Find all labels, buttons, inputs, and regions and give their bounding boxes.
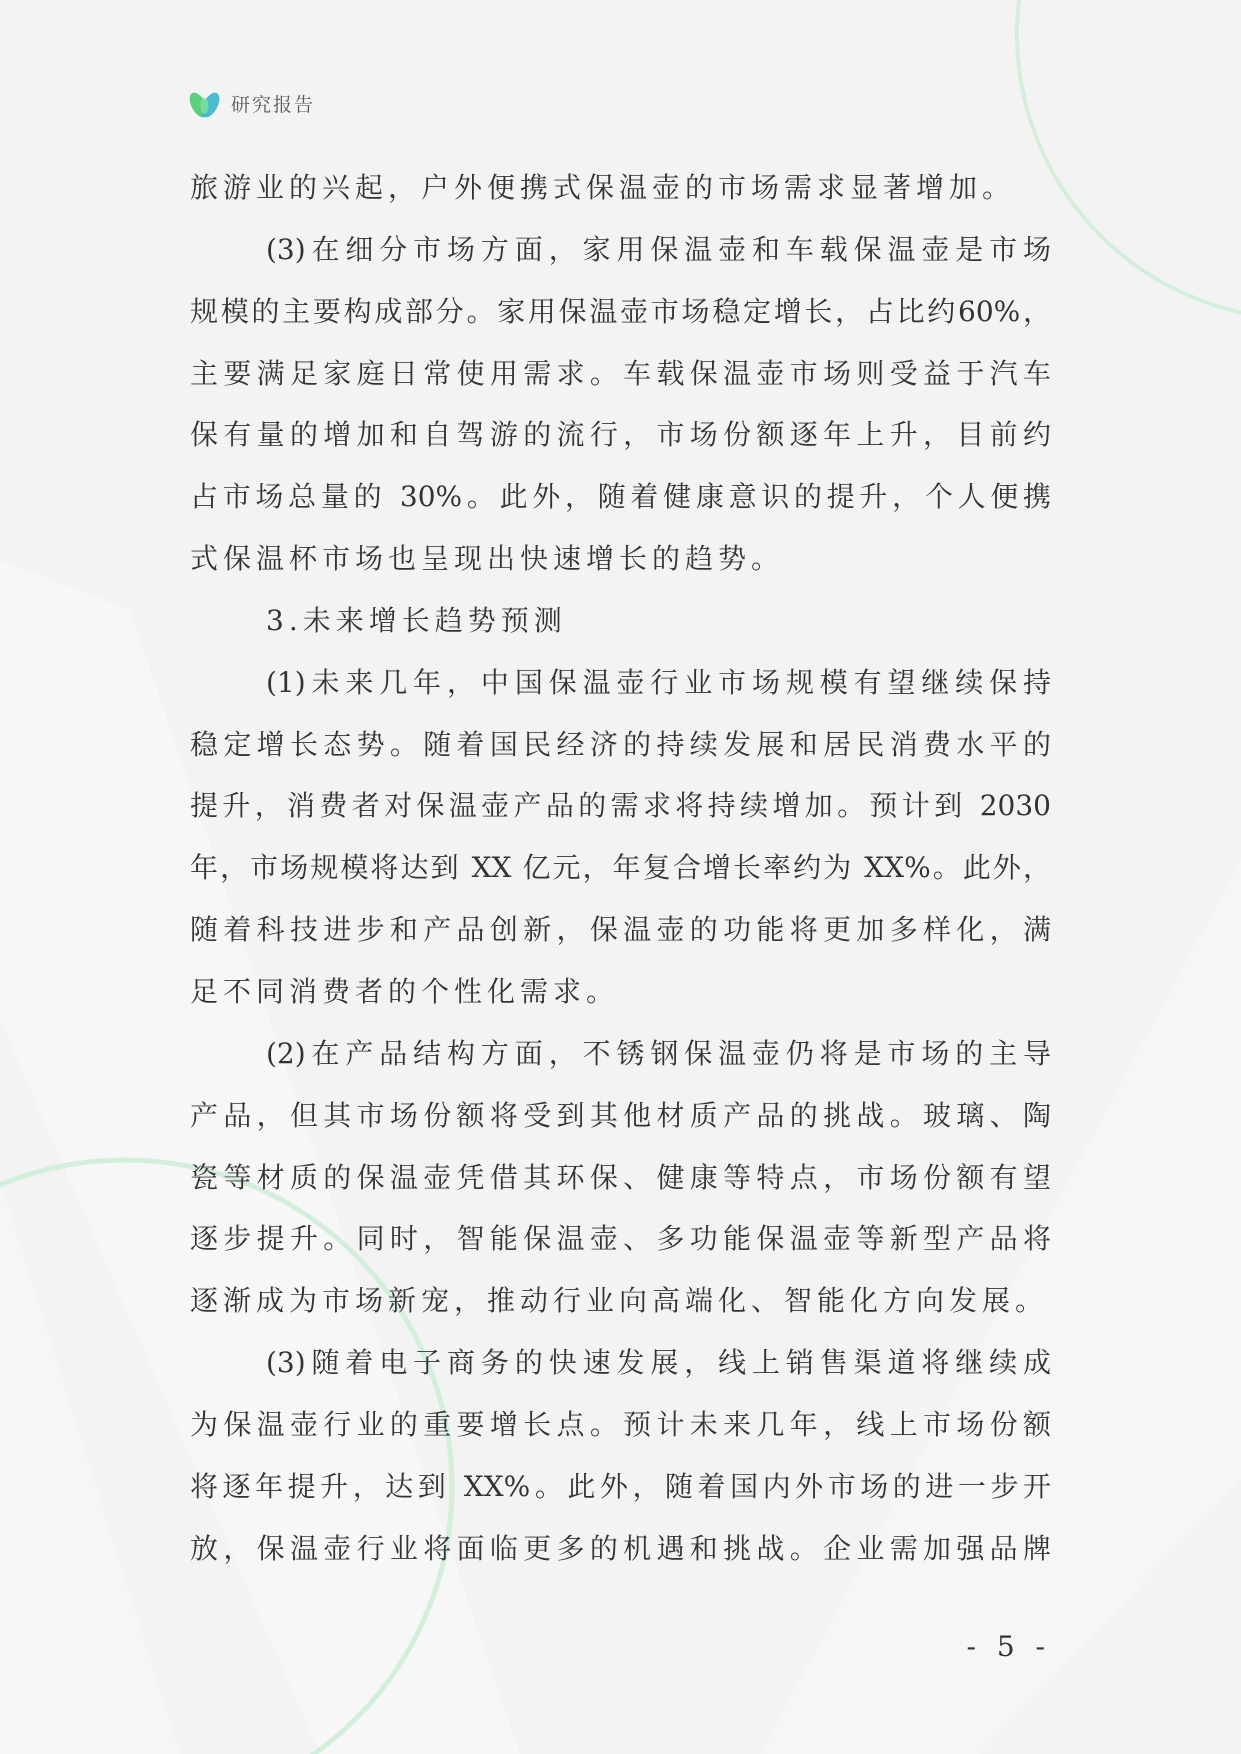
text-line: 旅游业的兴起，户外便携式保温壶的市场需求显著增加。 [190, 171, 1016, 204]
text-line: 占市场总量的 30%。此外，随着健康意识的提升，个人便携 [190, 480, 1051, 514]
text-line: 将逐年提升，达到 XX%。此外，随着国内外市场的进一步开 [190, 1469, 1051, 1503]
text-line: 足不同消费者的个性化需求。 [190, 974, 620, 1008]
header-label: 研究报告 [231, 94, 316, 116]
paragraph-first-line: (3)在细分市场方面，家用保温壶和车载保温壶是市场 [266, 232, 1051, 266]
text-line: 规模的主要构成部分。家用保温壶市场稳定增长，占比约60%， [190, 294, 1051, 328]
text-line: 式保温杯市场也呈现出快速增长的趋势。 [190, 542, 785, 576]
text-line: 主要满足家庭日常使用需求。车载保温壶市场则受益于汽车 [190, 356, 1051, 390]
text-line: 为保温壶行业的重要增长点。预计未来几年，线上市场份额 [190, 1407, 1051, 1441]
paragraph-first-line: (3)随着电子商务的快速发展，线上销售渠道将继续成 [266, 1346, 1051, 1380]
text-line: 提升，消费者对保温壶产品的需求将持续增加。预计到 2030 [190, 789, 1051, 823]
text-line: 年，市场规模将达到 XX 亿元，年复合增长率约为 XX%。此外， [190, 851, 1051, 885]
body-text [190, 157, 1051, 1579]
text-line: 逐步提升。同时，智能保温壶、多功能保温壶等新型产品将 [190, 1222, 1051, 1256]
paragraph-first-line: (2)在产品结构方面，不锈钢保温壶仍将是市场的主导 [266, 1036, 1051, 1070]
text-line: 保有量的增加和自驾游的流行，市场份额逐年上升，目前约 [190, 418, 1051, 452]
text-line: 随着科技进步和产品创新，保温壶的功能将更加多样化，满 [190, 913, 1051, 947]
text-line: 逐渐成为市场新宠，推动行业向高端化、智能化方向发展。 [190, 1284, 1049, 1318]
paragraph-first-line: (1)未来几年，中国保温壶行业市场规模有望继续保持 [266, 665, 1051, 699]
page-number: - 5 - [966, 1630, 1051, 1663]
brand-logo-icon [188, 89, 221, 121]
text-line: 稳定增长态势。随着国民经济的持续发展和居民消费水平的 [190, 727, 1051, 761]
text-line: 放，保温壶行业将面临更多的机遇和挑战。企业需加强品牌 [190, 1531, 1051, 1565]
text-line: 瓷等材质的保温壶凭借其环保、健康等特点，市场份额有望 [190, 1160, 1051, 1194]
section-heading: 3.未来增长趋势预测 [266, 603, 567, 637]
text-line: 产品，但其市场份额将受到其他材质产品的挑战。玻璃、陶 [190, 1098, 1051, 1132]
